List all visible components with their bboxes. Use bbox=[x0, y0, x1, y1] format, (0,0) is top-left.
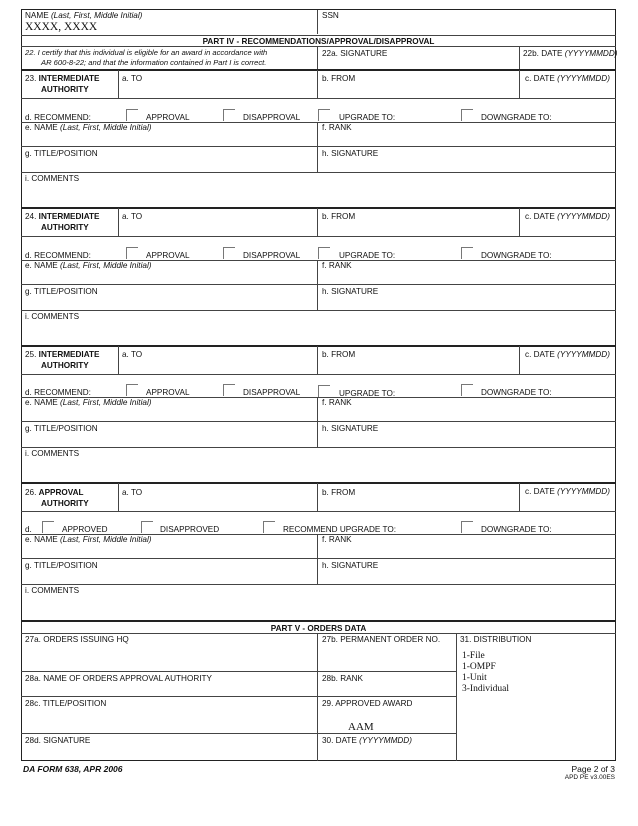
section-23-date-field[interactable] bbox=[520, 84, 615, 96]
section-23-heading-line2: AUTHORITY bbox=[41, 85, 89, 94]
distribution-item: 1-File bbox=[462, 651, 485, 661]
section-26-date-field[interactable] bbox=[520, 498, 615, 510]
item22b-date-label: 22b. DATE (YYYYMMDD) bbox=[523, 49, 618, 58]
section-23-date-label: c. DATE (YYYYMMDD) bbox=[525, 74, 610, 83]
section-26-signature-label: h. SIGNATURE bbox=[322, 561, 379, 570]
section-25-upgrade-checkbox[interactable] bbox=[318, 385, 330, 397]
section-23-rank-field[interactable] bbox=[318, 133, 615, 145]
item27b-field[interactable] bbox=[318, 646, 455, 670]
section-26-approved-label: APPROVED bbox=[62, 525, 108, 534]
item28c-label: 28c. TITLE/POSITION bbox=[25, 699, 107, 708]
item31-distribution-label: 31. DISTRIBUTION bbox=[460, 635, 532, 644]
section-24-upgrade-checkbox[interactable] bbox=[318, 247, 330, 259]
section-26-downgrade-checkbox[interactable] bbox=[461, 521, 473, 533]
section-26-downgrade-label: DOWNGRADE TO: bbox=[481, 525, 552, 534]
section-26-disapproved-label: DISAPPROVED bbox=[160, 525, 220, 534]
item29-award-field[interactable]: AAM bbox=[348, 721, 374, 733]
section-24-rank-label: f. RANK bbox=[322, 261, 352, 270]
section-25-to-field[interactable] bbox=[119, 360, 316, 372]
section-25-comments-field[interactable] bbox=[22, 459, 615, 481]
section-23-to-label: a. TO bbox=[122, 74, 143, 83]
part4-title: PART IV - RECOMMENDATIONS/APPROVAL/DISAPPROVAL bbox=[202, 37, 435, 46]
section-25-disapproval-label: DISAPPROVAL bbox=[243, 388, 301, 397]
section-26-name-label: e. NAME (Last, First, Middle Initial) bbox=[25, 535, 152, 544]
section-24-title-position-field[interactable] bbox=[22, 297, 316, 309]
section-25-heading-line2: AUTHORITY bbox=[41, 361, 89, 370]
section-26-heading: 26. APPROVAL bbox=[25, 488, 84, 497]
section-23-downgrade-checkbox[interactable] bbox=[461, 109, 473, 121]
section-25-name-field[interactable] bbox=[22, 408, 316, 420]
section-25-heading: 25. INTERMEDIATE bbox=[25, 350, 100, 359]
section-23-title-position-label: g. TITLE/POSITION bbox=[25, 149, 98, 158]
section-26-rank-field[interactable] bbox=[318, 545, 615, 557]
section-26-upgrade-checkbox[interactable] bbox=[263, 521, 275, 533]
section-23-signature-label: h. SIGNATURE bbox=[322, 149, 379, 158]
section-24-signature-field[interactable] bbox=[318, 297, 615, 309]
section-24-to-field[interactable] bbox=[119, 222, 316, 234]
section-24-signature-label: h. SIGNATURE bbox=[322, 287, 379, 296]
item30-label: 30. DATE (YYYYMMDD) bbox=[322, 736, 412, 745]
section-26-approved-checkbox[interactable] bbox=[42, 521, 54, 533]
section-25-upgrade-label: UPGRADE TO: bbox=[339, 389, 396, 398]
section-26-from-label: b. FROM bbox=[322, 488, 356, 497]
section-25-title-position-field[interactable] bbox=[22, 434, 316, 446]
section-24-disapproval-checkbox[interactable] bbox=[223, 247, 235, 259]
section-24-disapproval-label: DISAPPROVAL bbox=[243, 251, 301, 260]
section-25-rank-label: f. RANK bbox=[322, 398, 352, 407]
section-25-date-label: c. DATE (YYYYMMDD) bbox=[525, 350, 610, 359]
section-25-recommend-label: d. RECOMMEND: bbox=[25, 388, 91, 397]
item28a-field[interactable] bbox=[22, 684, 316, 696]
section-26-title-position-label: g. TITLE/POSITION bbox=[25, 561, 98, 570]
name-label: NAME (Last, First, Middle Initial) bbox=[25, 11, 143, 20]
section-24-date-label: c. DATE (YYYYMMDD) bbox=[525, 212, 610, 221]
section-24-name-label: e. NAME (Last, First, Middle Initial) bbox=[25, 261, 152, 270]
section-23-from-field[interactable] bbox=[318, 84, 518, 96]
form-number: DA FORM 638, APR 2006 bbox=[23, 764, 123, 774]
section-25-date-field[interactable] bbox=[520, 360, 615, 372]
section-25-signature-field[interactable] bbox=[318, 434, 615, 446]
section-24-name-field[interactable] bbox=[22, 271, 316, 283]
section-24-downgrade-label: DOWNGRADE TO: bbox=[481, 251, 552, 260]
section-24-approval-checkbox[interactable] bbox=[126, 247, 138, 259]
section-24-comments-field[interactable] bbox=[22, 322, 615, 344]
section-25-to-label: a. TO bbox=[122, 350, 143, 359]
section-26-upgrade-label: RECOMMEND UPGRADE TO: bbox=[283, 525, 396, 534]
item28b-label: 28b. RANK bbox=[322, 674, 363, 683]
section-23-disapproval-checkbox[interactable] bbox=[223, 109, 235, 121]
ssn-field[interactable] bbox=[318, 21, 615, 33]
section-23-from-label: b. FROM bbox=[322, 74, 356, 83]
section-26-comments-field[interactable] bbox=[22, 596, 615, 619]
section-26-to-label: a. TO bbox=[122, 488, 143, 497]
item28b-field[interactable] bbox=[318, 684, 455, 696]
section-23-name-field[interactable] bbox=[22, 133, 316, 145]
section-26-comments-label: i. COMMENTS bbox=[25, 586, 80, 595]
item27a-label: 27a. ORDERS ISSUING HQ bbox=[25, 635, 129, 644]
section-23-disapproval-label: DISAPPROVAL bbox=[243, 113, 301, 122]
section-25-signature-label: h. SIGNATURE bbox=[322, 424, 379, 433]
section-26-name-field[interactable] bbox=[22, 545, 316, 557]
section-24-date-field[interactable] bbox=[520, 222, 615, 234]
section-25-comments-label: i. COMMENTS bbox=[25, 449, 80, 458]
item22-certify-line1: 22. I certify that this individual is eligible for an award in accordance with bbox=[25, 48, 268, 57]
section-23-rank-label: f. RANK bbox=[322, 123, 352, 132]
section-26-rank-label: f. RANK bbox=[322, 535, 352, 544]
section-26-title-position-field[interactable] bbox=[22, 571, 316, 583]
section-23-upgrade-label: UPGRADE TO: bbox=[339, 113, 396, 122]
section-23-comments-field[interactable] bbox=[22, 184, 615, 206]
version-label: APD PE v3.00ES bbox=[564, 774, 615, 781]
section-25-rank-field[interactable] bbox=[318, 408, 615, 420]
section-25-from-label: b. FROM bbox=[322, 350, 356, 359]
section-25-from-field[interactable] bbox=[318, 360, 518, 372]
section-26-date-label: c. DATE (YYYYMMDD) bbox=[525, 487, 610, 496]
section-25-approval-label: APPROVAL bbox=[146, 388, 190, 397]
section-26-recommend-label: d. bbox=[25, 525, 32, 534]
item27b-label: 27b. PERMANENT ORDER NO. bbox=[322, 635, 441, 644]
section-26-to-field[interactable] bbox=[119, 498, 316, 510]
section-24-title-position-label: g. TITLE/POSITION bbox=[25, 287, 98, 296]
section-23-comments-label: i. COMMENTS bbox=[25, 174, 80, 183]
item30-date-field[interactable] bbox=[318, 746, 455, 759]
section-23-to-field[interactable] bbox=[119, 84, 316, 96]
section-24-upgrade-label: UPGRADE TO: bbox=[339, 251, 396, 260]
item28d-signature-field[interactable] bbox=[22, 746, 316, 759]
section-23-approval-label: APPROVAL bbox=[146, 113, 190, 122]
part5-title: PART V - ORDERS DATA bbox=[270, 624, 367, 633]
section-23-heading: 23. INTERMEDIATE bbox=[25, 74, 100, 83]
item28a-label: 28a. NAME OF ORDERS APPROVAL AUTHORITY bbox=[25, 674, 212, 683]
item22a-signature-label: 22a. SIGNATURE bbox=[322, 49, 388, 58]
section-24-rank-field[interactable] bbox=[318, 271, 615, 283]
item28c-field[interactable] bbox=[22, 710, 316, 732]
section-25-name-label: e. NAME (Last, First, Middle Initial) bbox=[25, 398, 152, 407]
section-25-title-position-label: g. TITLE/POSITION bbox=[25, 424, 98, 433]
item22a-signature-field[interactable] bbox=[318, 58, 518, 68]
ssn-label: SSN bbox=[322, 11, 339, 20]
distribution-item: 1-Unit bbox=[462, 673, 487, 683]
section-24-to-label: a. TO bbox=[122, 212, 143, 221]
item22b-date-field[interactable] bbox=[520, 58, 615, 68]
section-26-heading-line2: AUTHORITY bbox=[41, 499, 89, 508]
page-number: Page 2 of 3 bbox=[571, 764, 615, 774]
section-24-downgrade-checkbox[interactable] bbox=[461, 247, 473, 259]
section-25-approval-checkbox[interactable] bbox=[126, 384, 138, 396]
item28d-label: 28d. SIGNATURE bbox=[25, 736, 91, 745]
section-25-downgrade-checkbox[interactable] bbox=[461, 384, 473, 396]
section-23-name-label: e. NAME (Last, First, Middle Initial) bbox=[25, 123, 152, 132]
section-24-heading: 24. INTERMEDIATE bbox=[25, 212, 100, 221]
item22-certify-line2: AR 600-8-22; and that the information contained in Part I is correct. bbox=[41, 58, 267, 67]
section-24-heading-line2: AUTHORITY bbox=[41, 223, 89, 232]
item27a-field[interactable] bbox=[22, 646, 316, 670]
section-26-signature-field[interactable] bbox=[318, 571, 615, 583]
section-23-upgrade-checkbox[interactable] bbox=[318, 109, 330, 121]
name-field[interactable]: XXXX, XXXX bbox=[25, 21, 98, 33]
section-23-signature-field[interactable] bbox=[318, 159, 615, 171]
section-23-title-position-field[interactable] bbox=[22, 159, 316, 171]
section-24-recommend-label: d. RECOMMEND: bbox=[25, 251, 91, 260]
section-25-downgrade-label: DOWNGRADE TO: bbox=[481, 388, 552, 397]
section-24-from-label: b. FROM bbox=[322, 212, 356, 221]
item29-label: 29. APPROVED AWARD bbox=[322, 699, 413, 708]
section-26-from-field[interactable] bbox=[318, 498, 518, 510]
section-23-recommend-label: d. RECOMMEND: bbox=[25, 113, 91, 122]
section-24-approval-label: APPROVAL bbox=[146, 251, 190, 260]
distribution-item: 3-Individual bbox=[462, 684, 509, 694]
section-23-downgrade-label: DOWNGRADE TO: bbox=[481, 113, 552, 122]
section-24-comments-label: i. COMMENTS bbox=[25, 312, 80, 321]
section-23-approval-checkbox[interactable] bbox=[126, 109, 138, 121]
section-26-disapproved-checkbox[interactable] bbox=[141, 521, 153, 533]
distribution-item: 1-OMPF bbox=[462, 662, 496, 672]
section-25-disapproval-checkbox[interactable] bbox=[223, 384, 235, 396]
section-24-from-field[interactable] bbox=[318, 222, 518, 234]
